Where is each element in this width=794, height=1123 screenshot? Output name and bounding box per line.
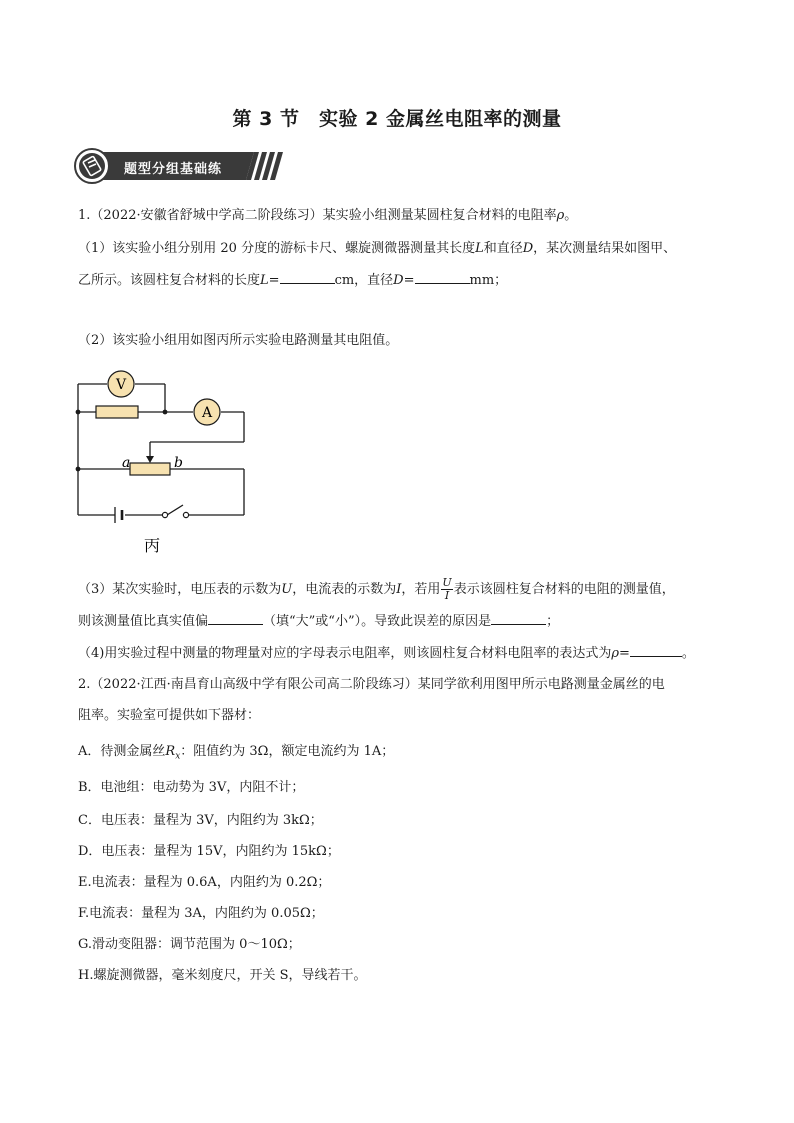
q2-option-e: E.电流表：量程为 0.6A，内阻约为 0.2Ω； — [78, 875, 331, 890]
answer-blank-expression[interactable] — [630, 644, 682, 657]
svg-text:A: A — [201, 405, 213, 421]
q2-stem-line2: 阻率。实验室可提供如下器材： — [78, 708, 261, 723]
resistor — [96, 406, 138, 418]
q1-part1-line2: 乙所示。该圆柱复合材料的长度L= cm，直径D= mm； — [78, 273, 508, 288]
label-b: b — [174, 455, 183, 471]
q2-option-b: B．电池组：电动势为 3V，内阻不计； — [78, 780, 305, 795]
q1-stem: 1.（2022·安徽省舒城中学高二阶段练习）某实验小组测量某圆柱复合材料的电阻率ρ。 — [78, 208, 578, 223]
q1-part3-line2: 则该测量值比真实值偏 （填“大”或“小”）。导致此误差的原因是 ； — [78, 614, 560, 629]
q2-option-g: G.滑动变阻器：调节范围为 0～10Ω； — [78, 937, 301, 952]
q1-part2: （2）该实验小组用如图丙所示实验电路测量其电阻值。 — [78, 333, 399, 348]
answer-blank-reason[interactable] — [491, 612, 546, 625]
svg-text:V: V — [115, 377, 127, 393]
fraction-u-over-i: $\frac{U}{I}$ — [442, 576, 452, 602]
q1-part3: （3）某次实验时，电压表的示数为U，电流表的示数为I，若用 $\frac{U}{I}$ 表示该圆柱复合材料的电阻的测量值， — [78, 576, 675, 602]
q1-part4: （4)用实验过程中测量的物理量对应的字母表示电阻率，则该圆柱复合材料电阻率的表达式为ρ= 。 — [78, 646, 695, 661]
banner-label: 题型分组基础练 — [124, 162, 223, 177]
rheostat — [130, 463, 170, 475]
answer-blank-bias[interactable] — [208, 612, 263, 625]
q2-option-a: A．待测金属丝$R_x$：阻值约为 3Ω，额定电流约为 1A； — [78, 744, 395, 762]
q2-option-d: D．电压表：量程为 15V，内阻约为 15kΩ； — [78, 844, 340, 859]
answer-blank-diameter[interactable] — [415, 271, 470, 284]
q1-part1: （1）该实验小组分别用 20 分度的游标卡尺、螺旋测微器测量其长度L和直径D，某次测量结果如图甲、 — [78, 241, 677, 256]
voltmeter — [108, 371, 134, 397]
q2-option-c: C．电压表：量程为 3V，内阻约为 3kΩ； — [78, 813, 323, 828]
q2-stem: 2.（2022·江西·南昌育山高级中学有限公司高二阶段练习）某同学欲利用图甲所示电路测量金属丝的电 — [78, 677, 665, 692]
circuit-diagram — [70, 362, 260, 558]
answer-blank-length[interactable] — [280, 271, 335, 284]
label-a: a — [122, 455, 131, 471]
q2-option-h: H.螺旋测微器，毫米刻度尺，开关 S，导线若干。 — [78, 968, 367, 983]
figure-caption: 丙 — [144, 536, 161, 555]
q2-option-f: F.电流表：量程为 3A，内阻约为 0.05Ω； — [78, 906, 324, 921]
page-title: 第 3 节 实验 2 金属丝电阻率的测量 — [232, 108, 562, 130]
ammeter — [194, 399, 220, 425]
